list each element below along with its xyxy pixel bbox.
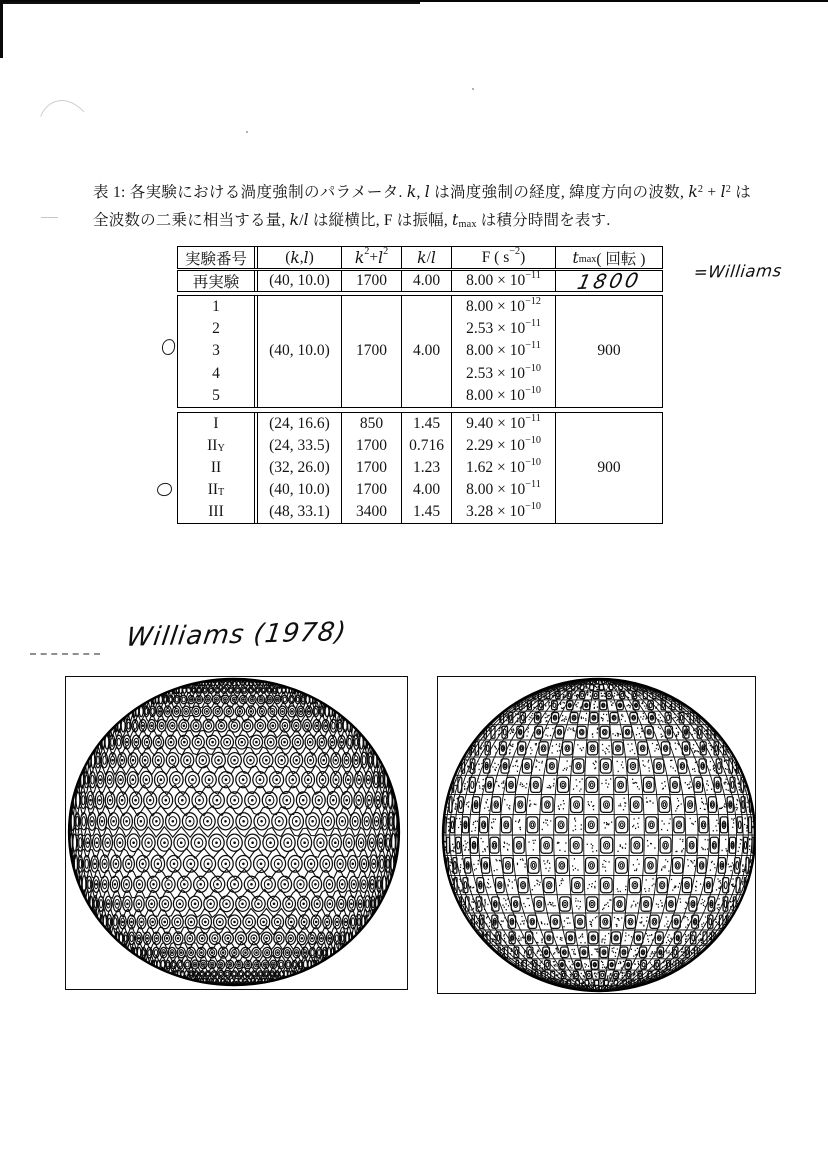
cell-shared-k2l2: 1700 — [342, 296, 402, 408]
faint-pencil-arc — [27, 93, 97, 152]
cell-k2l2-II: 1700 — [342, 457, 402, 479]
cell-shared-tmax-roman: 900 — [597, 459, 621, 477]
cell-rerun-label: 再実験 — [178, 271, 258, 291]
cell-ratio-I: 1.45 — [402, 413, 452, 435]
cell-F-IIY: 2.29 × 10 $^{-10}$ — [452, 435, 556, 457]
cell-k2l2-IIT: 1700 — [342, 479, 402, 501]
cell-ratio-III: 1.45 — [402, 501, 452, 523]
handwritten-equals-williams: =Williams — [692, 261, 783, 282]
cell-exp-IIY: II $_Y$ — [178, 435, 258, 457]
cell-F-III: 3.28 × 10 $^{-10}$ — [452, 501, 556, 523]
cell-ratio-II: 1.23 — [402, 457, 452, 479]
vortex-sphere-svg — [66, 677, 407, 989]
grid-sphere-svg — [438, 677, 755, 993]
cell-exp-1: 1 — [178, 296, 258, 318]
cell-rerun-k2l2: 1700 — [342, 271, 402, 291]
cell-exp-4: 4 — [178, 363, 258, 385]
handwritten-circle-mark-row3 — [161, 338, 176, 355]
header-cell-tmax: t $_{max}$ ( 回転 ) — [572, 248, 646, 268]
cell-rerun-F: 8.00 × 10 $^{-11}$ — [452, 271, 556, 291]
handwritten-circle-mark-rowIIT — [156, 482, 172, 496]
experiment-table — [177, 246, 663, 528]
handwritten-dash-mark — [30, 653, 100, 655]
scan-speck — [246, 131, 248, 133]
table-section-numeric — [177, 295, 663, 409]
scan-speck — [472, 88, 474, 90]
cell-ratio-IIY: 0.716 — [402, 435, 452, 457]
header-cell-F: F ( s $^{-2}$ ) — [452, 247, 556, 268]
cell-shared-kl: (40, 10.0) — [258, 296, 342, 408]
figure-vortex-eddy-sphere — [65, 676, 408, 990]
cell-F-IIT: 8.00 × 10 $^{-11}$ — [452, 479, 556, 501]
header-cell-kl: ( k , l ) — [258, 247, 342, 268]
cell-F-5: 8.00 × 10 $^{-10}$ — [452, 385, 556, 407]
figure-grid-cell-sphere — [437, 676, 756, 994]
header-cell-kl-ratio: k / l — [402, 247, 452, 268]
cell-exp-III: III — [178, 501, 258, 523]
cell-F-4: 2.53 × 10 $^{-10}$ — [452, 363, 556, 385]
cell-F-2: 2.53 × 10 $^{-11}$ — [452, 318, 556, 340]
cell-kl-I: (24, 16.6) — [258, 413, 342, 435]
table-rerun-row — [177, 267, 663, 294]
cell-F-I: 9.40 × 10 $^{-11}$ — [452, 413, 556, 435]
cell-F-1: 8.00 × 10 $^{-12}$ — [452, 296, 556, 318]
cell-exp-3: 3 — [178, 340, 258, 362]
handwritten-williams-1978: Williams (1978) — [124, 617, 349, 653]
cell-F-3: 8.00 × 10 $^{-11}$ — [452, 340, 556, 362]
cell-F-II: 1.62 × 10 $^{-10}$ — [452, 457, 556, 479]
cell-kl-III: (48, 33.1) — [258, 501, 342, 523]
cell-kl-IIT: (40, 10.0) — [258, 479, 342, 501]
table-caption: 表 1: 各実験における渦度強制のパラメータ. k, l は渦度強制の経度, 緯度方向の波数, $k^2 + l^2$ は全波数の二乗に相当する量, k/l は縦横比, F は振幅, $t_{max}$ は積分時間を表す. — [93, 183, 751, 230]
cell-exp-I: I — [178, 413, 258, 435]
header-cell-k2l2: k $^2$ + l $^2$ — [342, 247, 402, 268]
cell-shared-tmax: 900 — [597, 342, 621, 360]
table-header-row — [177, 246, 663, 269]
cell-shared-ratio: 4.00 — [402, 296, 452, 408]
cell-ratio-IIT: 4.00 — [402, 479, 452, 501]
cell-kl-IIY: (24, 33.5) — [258, 435, 342, 457]
cell-exp-2: 2 — [178, 318, 258, 340]
scan-edge-top-thick — [0, 2, 420, 4]
cell-rerun-tmax-handwritten — [556, 267, 662, 294]
cell-exp-II: II — [178, 457, 258, 479]
cell-rerun-ratio: 4.00 — [402, 271, 452, 291]
handwritten-1800: 1800 — [574, 267, 644, 294]
cell-exp-IIT: II $_T$ — [178, 479, 258, 501]
table-section-roman — [177, 412, 663, 524]
cell-k2l2-III: 3400 — [342, 501, 402, 523]
header-cell-experiment-id: 実験番号 — [178, 247, 258, 268]
cell-kl-II: (32, 26.0) — [258, 457, 342, 479]
cell-rerun-kl: (40, 10.0) — [258, 271, 342, 291]
cell-exp-5: 5 — [178, 385, 258, 407]
cell-k2l2-I: 850 — [342, 413, 402, 435]
faint-pencil-dash — [41, 217, 58, 218]
cell-k2l2-IIY: 1700 — [342, 435, 402, 457]
scan-edge-left — [0, 0, 3, 58]
